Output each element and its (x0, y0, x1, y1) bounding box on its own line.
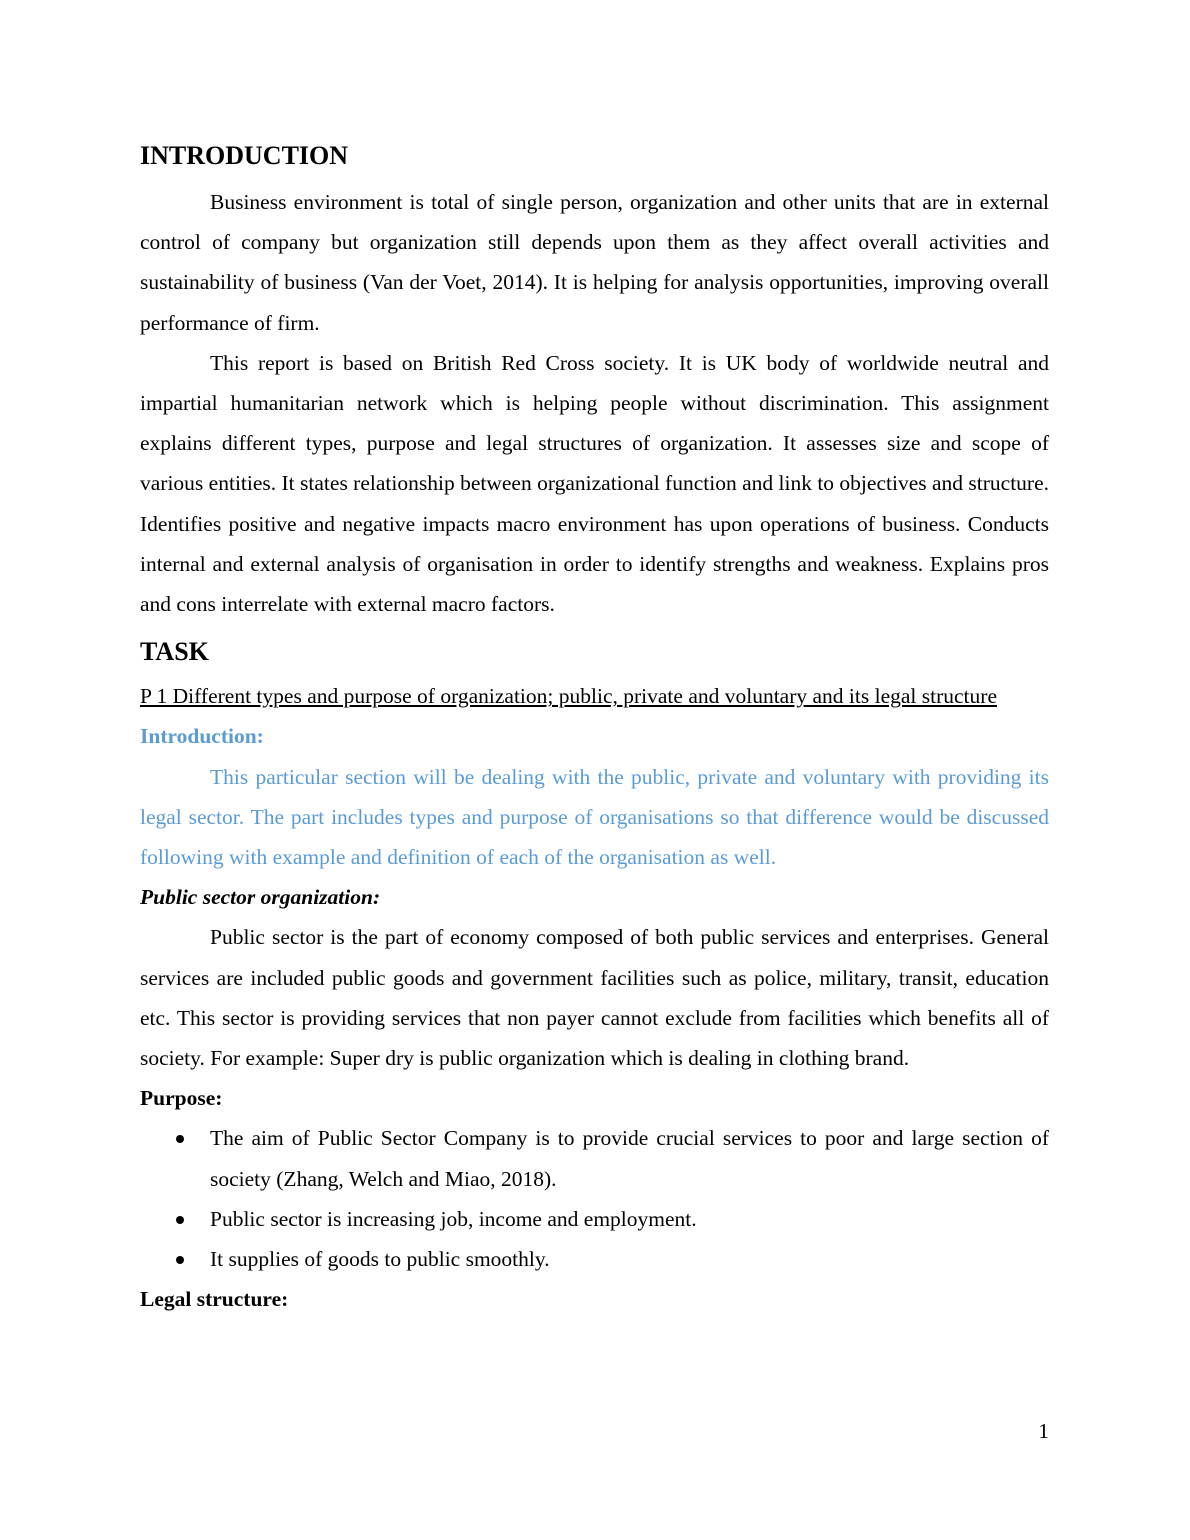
public-sector-heading: Public sector organization: (140, 885, 381, 910)
document-page (140, 138, 1049, 1319)
subtask-title: P 1 Different types and purpose of organization; public, private and voluntary and its legal structure (140, 684, 997, 709)
list-item (140, 1118, 1049, 1198)
intro-paragraph-2: This report is based on British Red Cross society. It is UK body of worldwide neutral and impartial humanitarian network which is helping people without discrimination. This assignment explains different types, purpose and legal structures of organization. It assesses size and scope of various entities. It states relationship between organizational function and link to objectives and structure. Identifies positive and negative impacts macro environment has upon operations of business. Conducts internal and external analysis of organisation in order to identify strengths and weakness. Explains pros and cons interrelate with external macro factors. (140, 350, 1049, 617)
list-item (140, 1239, 1049, 1279)
intro-paragraph-1: Business environment is total of single person, organization and other units that are in external control of company but organization still depends upon them as they affect overall activities and sustainability of business (Van der Voet, 2014). It is helping for analysis opportunities, improving overall performance of firm. (140, 190, 1049, 335)
bullet-icon (176, 1256, 184, 1264)
legal-structure-heading: Legal structure: (140, 1287, 289, 1312)
list-item-text: The aim of Public Sector Company is to provide crucial services to poor and large section of society (Zhang, Welch and Miao, 2018). (210, 1126, 1049, 1191)
bullet-icon (176, 1135, 184, 1143)
section-intro-paragraph: This particular section will be dealing with the public, private and voluntary with providing its legal sector. The part includes types and purpose of organisations so that difference would be discussed following with example and definition of each of the organisation as well. (140, 764, 1049, 870)
introduction-heading: INTRODUCTION (140, 141, 349, 170)
task-heading: TASK (140, 637, 209, 667)
list-item (140, 1199, 1049, 1239)
purpose-list (140, 1118, 1049, 1279)
public-sector-paragraph: Public sector is the part of economy composed of both public services and enterprises. General services are included public goods and government facilities such as police, military, transit, education etc. This sector is providing services that non payer cannot exclude from facilities which benefits all of society. For example: Super dry is public organization which is dealing in clothing brand. (140, 925, 1049, 1071)
list-item-text: Public sector is increasing job, income and employment. (210, 1206, 697, 1231)
page-number: 1 (1038, 1419, 1049, 1443)
list-item-text: It supplies of goods to public smoothly. (210, 1247, 550, 1272)
section-intro-heading: Introduction: (140, 724, 264, 749)
purpose-heading: Purpose: (140, 1086, 223, 1111)
bullet-icon (176, 1216, 184, 1224)
